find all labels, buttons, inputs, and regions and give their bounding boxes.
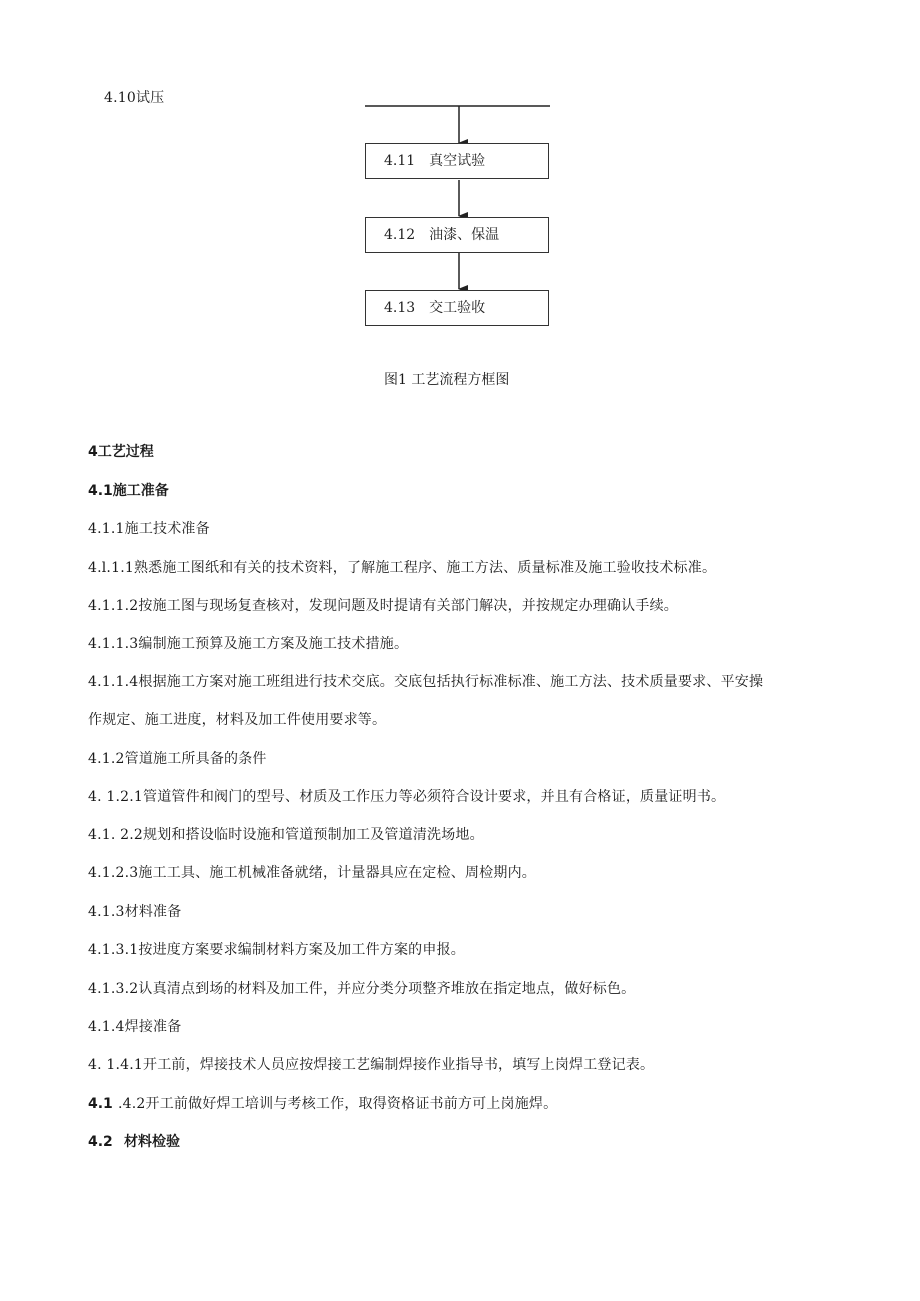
flow-step-handover (365, 290, 549, 326)
heading-4-2-text: 材料检验 (124, 1134, 180, 1150)
flow-step-number: 4.12 (384, 227, 416, 243)
figure-caption: 图1 工艺流程方框图 (384, 372, 510, 388)
para-4-1-3-1: 4.1.3.1按进度方案要求编制材料方案及加工件方案的申报。 (88, 942, 465, 958)
para-4-1-2: 4.1.2管道施工所具备的条件 (88, 751, 267, 767)
para-4-1-4-2-number: 4.1 (88, 1096, 113, 1112)
para-4-1-4-2-text: .4.2开工前做好焊工培训与考核工作，取得资格证书前方可上岗施焊。 (118, 1096, 558, 1112)
para-4-1-4-2 (88, 1093, 557, 1114)
para-4-1-1-4-line2: 作规定、施工进度，材料及加工件使用要求等。 (88, 712, 387, 728)
flow-step-painting-insulation (365, 217, 549, 253)
para-4-1-1-2: 4.1.1.2按施工图与现场复查核对，发现问题及时提请有关部门解决，并按规定办理确认手续。 (88, 598, 678, 614)
heading-material-inspection (88, 1132, 180, 1152)
flow-step-label: 真空试验 (429, 153, 486, 169)
flow-step-label: 油漆、保温 (429, 227, 500, 243)
para-4-1-2-3: 4.1.2.3施工工具、施工机械准备就绪，计量器具应在定检、周检期内。 (88, 865, 536, 881)
para-4-1-4-1: 4. 1.4.1开工前，焊接技术人员应按焊接工艺编制焊接作业指导书，填写上岗焊工登记表。 (88, 1057, 655, 1073)
para-4-1-1-4-line1: 4.1.1.4根据施工方案对施工班组进行技术交底。交底包括执行标准标准、施工方法、技术质量要求、平安操 (88, 674, 764, 690)
para-4-1-2-2: 4.1. 2.2规划和搭设临时设施和管道预制加工及管道清洗场地。 (88, 827, 484, 843)
heading-construction-prep: 4.1施工准备 (88, 483, 169, 499)
flow-step-vacuum-test (365, 143, 549, 179)
para-4-1-1: 4.1.1施工技术准备 (88, 521, 210, 537)
heading-4-2-number: 4.2 (88, 1134, 113, 1150)
section-heading-process: 4工艺过程 (88, 444, 154, 460)
flow-step-label: 交工验收 (429, 300, 486, 316)
para-4-1-1-3: 4.1.1.3编制施工预算及施工方案及施工技术措施。 (88, 636, 409, 652)
flow-step-number: 4.11 (384, 153, 416, 169)
para-4-1-2-1: 4. 1.2.1管道管件和阀门的型号、材质及工作压力等必须符合设计要求，并且有合格证，质量证明书。 (88, 789, 726, 805)
para-4-1-3-2: 4.1.3.2认真清点到场的材料及加工件，并应分类分项整齐堆放在指定地点，做好标色。 (88, 981, 636, 997)
side-label-pressure-test: 4.10试压 (104, 90, 165, 106)
para-4-1-1-1: 4.l.1.1熟悉施工图纸和有关的技术资料，了解施工程序、施工方法、质量标准及施工验收技术标准。 (88, 560, 717, 576)
para-4-1-4: 4.1.4焊接准备 (88, 1019, 182, 1035)
para-4-1-3: 4.1.3材料准备 (88, 904, 182, 920)
flow-step-number: 4.13 (384, 300, 416, 316)
